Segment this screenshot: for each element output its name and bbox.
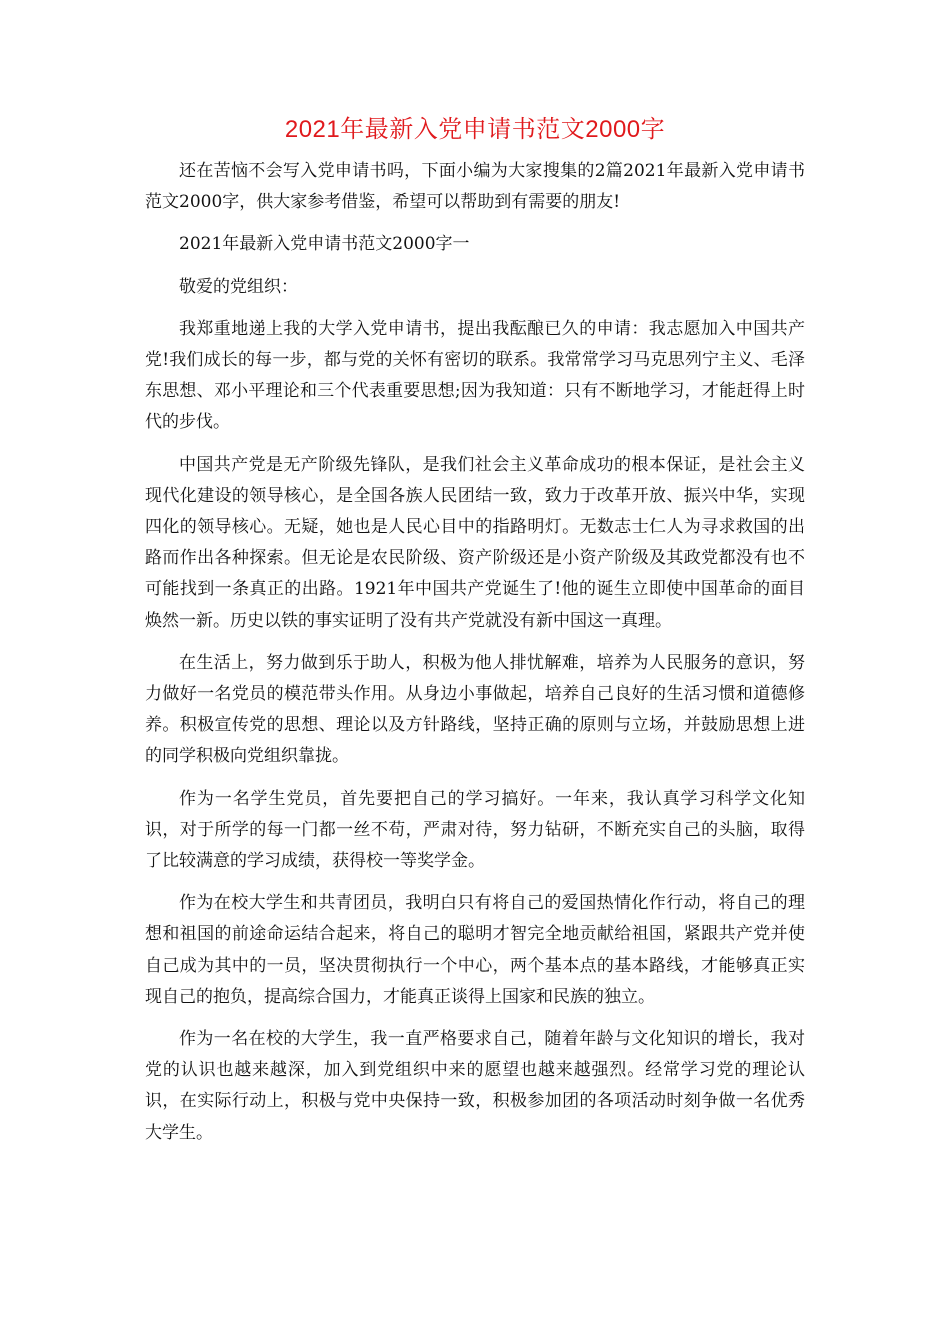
body-paragraph: 作为一名在校的大学生，我一直严格要求自己，随着年龄与文化知识的增长，我对党的认识也越来越深，加入到党组织中来的愿望也越来越强烈。经常学习党的理论认识，在实际行动上，积极与党中央保持一致，积极参加团的各项活动时刻争做一名优秀大学生。 <box>145 1029 805 1143</box>
document-page <box>145 110 805 1160</box>
body-paragraph: 在生活上，努力做到乐于助人，积极为他人排忧解难，培养为人民服务的意识，努力做好一名党员的模范带头作用。从身边小事做起，培养自己良好的生活习惯和道德修养。积极宣传党的思想、理论以及方针路线，坚持正确的原则与立场，并鼓励思想上进的同学积极向党组织靠拢。 <box>145 652 805 767</box>
salutation: 敬爱的党组织： <box>179 276 298 297</box>
body-paragraph: 中国共产党是无产阶级先锋队，是我们社会主义革命成功的根本保证，是社会主义现代化建设的领导核心，是全国各族人民团结一致，致力于改革开放、振兴中华，实现四化的领导核心。无疑，她也是人民心目中的指路明灯。无数志士仁人为寻求救国的出路而作出各种探索。但无论是农民阶级、资产阶级还是小资产阶级及其政党都没有也不可能找到一条真正的出路。1921年中国共产党诞生了!他的诞生立即使中国革命的面目焕然一新。历史以铁的事实证明了没有共产党就没有新中国这一真理。 <box>145 454 805 631</box>
body-paragraph: 作为在校大学生和共青团员，我明白只有将自己的爱国热情化作行动，将自己的理想和祖国的前途命运结合起来，将自己的聪明才智完全地贡献给祖国，紧跟共产党并使自己成为其中的一员，坚决贯彻执行一个中心，两个基本点的基本路线，才能够真正实现自己的抱负，提高综合国力，才能真正谈得上国家和民族的独立。 <box>145 893 805 1007</box>
document-title: 2021年最新入党申请书范文2000字 <box>284 116 666 143</box>
body-paragraph: 我郑重地递上我的大学入党申请书，提出我酝酿已久的申请：我志愿加入中国共产党!我们成长的每一步，都与党的关怀有密切的联系。我常常学习马克思列宁主义、毛泽东思想、邓小平理论和三个代表重要思想;因为我知道：只有不断地学习，才能赶得上时代的步伐。 <box>145 318 805 433</box>
section-heading: 2021年最新入党申请书范文2000字一 <box>179 234 470 255</box>
body-paragraph: 作为一名学生党员，首先要把自己的学习搞好。一年来，我认真学习科学文化知识，对于所学的每一门都一丝不苟，严肃对待，努力钻研，不断充实自己的头脑，取得了比较满意的学习成绩，获得校一等奖学金。 <box>145 788 805 872</box>
intro-paragraph: 还在苦恼不会写入党申请书吗，下面小编为大家搜集的2篇2021年最新入党申请书范文2000字，供大家参考借鉴，希望可以帮助到有需要的朋友! <box>145 161 805 213</box>
